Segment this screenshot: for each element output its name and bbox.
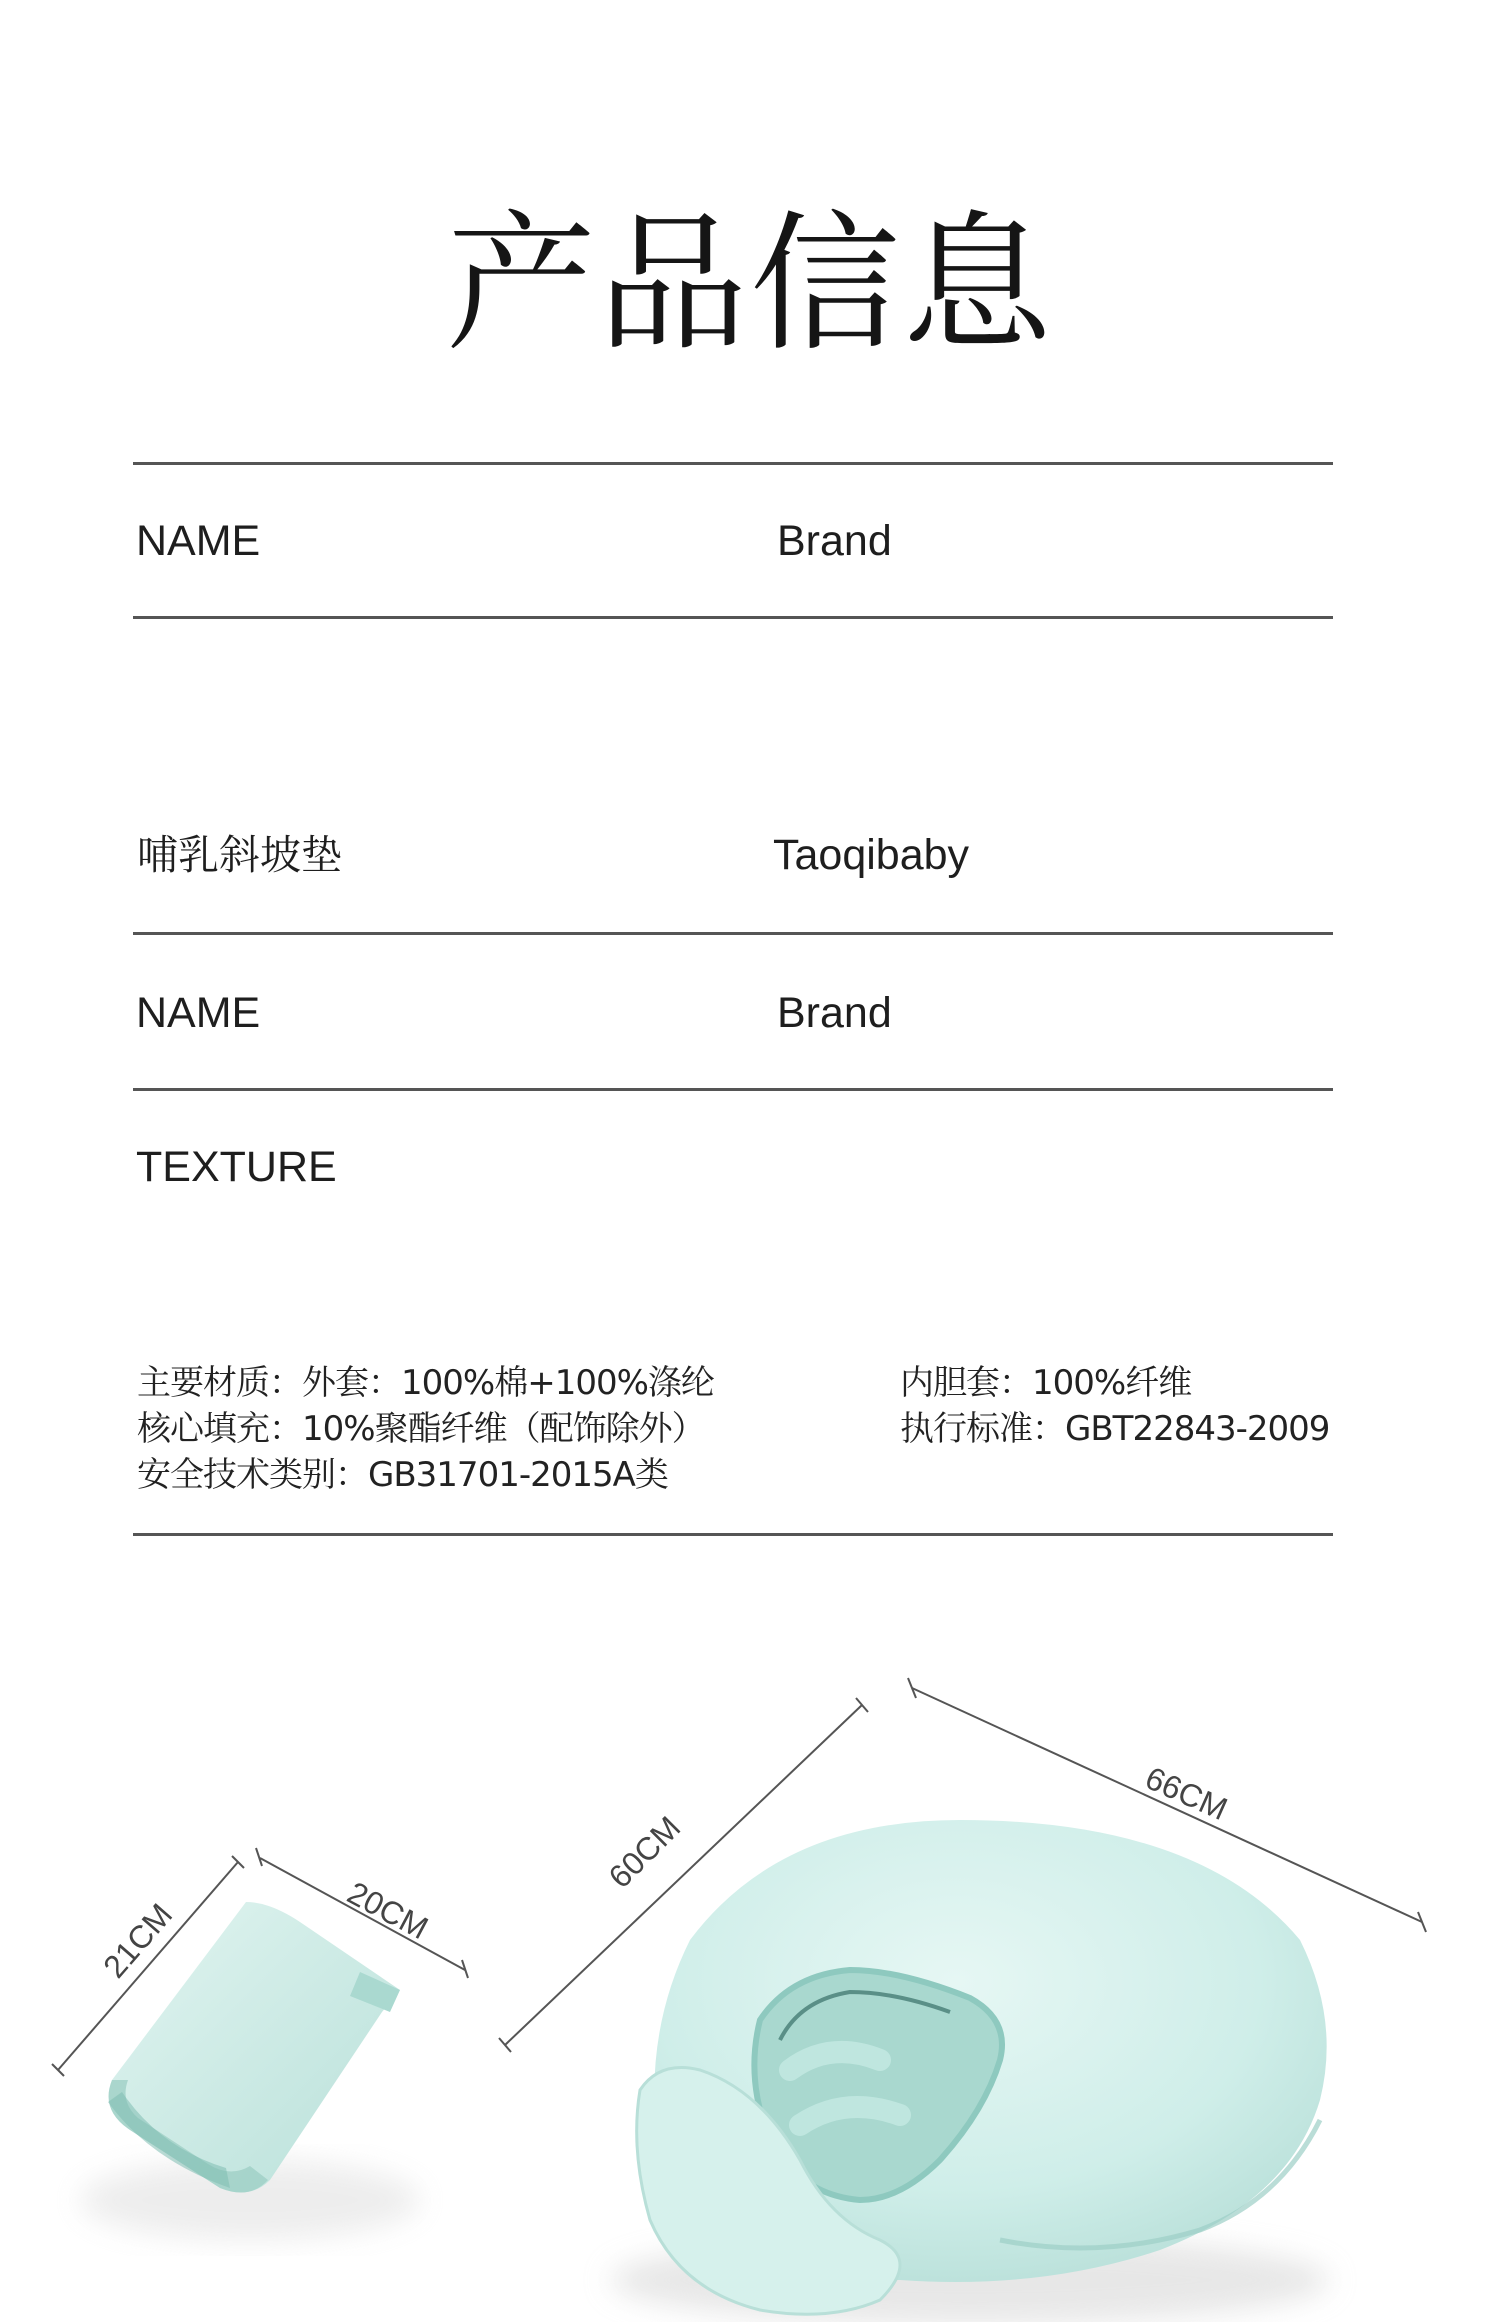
bag-width-label: 20CM — [341, 1874, 434, 1947]
bag-height-label: 21CM — [96, 1896, 180, 1985]
pillow-width-label: 66CM — [1140, 1759, 1233, 1828]
table-rule — [133, 616, 1333, 619]
brand-value: Taoqibaby — [773, 831, 970, 879]
row1-right-label: Brand — [777, 517, 892, 565]
texture-label: TEXTURE — [136, 1143, 337, 1191]
page-title: 产品信息 — [445, 198, 1054, 372]
table-rule-bottom — [133, 1533, 1333, 1536]
pillow-depth-label: 60CM — [601, 1809, 688, 1895]
spec-filling: 核心填充：10%聚酯纤维（配饰除外） — [137, 1409, 705, 1449]
spec-inner: 内胆套：100%纤维 — [900, 1363, 1192, 1403]
spec-safety: 安全技术类别：GB31701-2015A类 — [137, 1455, 668, 1495]
row3-left-label: NAME — [136, 989, 261, 1037]
product-illustration — [0, 1640, 1500, 2322]
spec-material: 主要材质：外套：100%棉+100%涤纶 — [137, 1363, 714, 1403]
table-rule-top — [133, 462, 1333, 465]
row3-right-label: Brand — [777, 989, 892, 1037]
row1-left-label: NAME — [136, 517, 261, 565]
nursing-pillow-image — [610, 1820, 1330, 2322]
table-rule — [133, 932, 1333, 935]
table-rule — [133, 1088, 1333, 1091]
spec-standard: 执行标准：GBT22843-2009 — [900, 1409, 1330, 1449]
product-name-value: 哺乳斜坡垫 — [137, 831, 342, 879]
